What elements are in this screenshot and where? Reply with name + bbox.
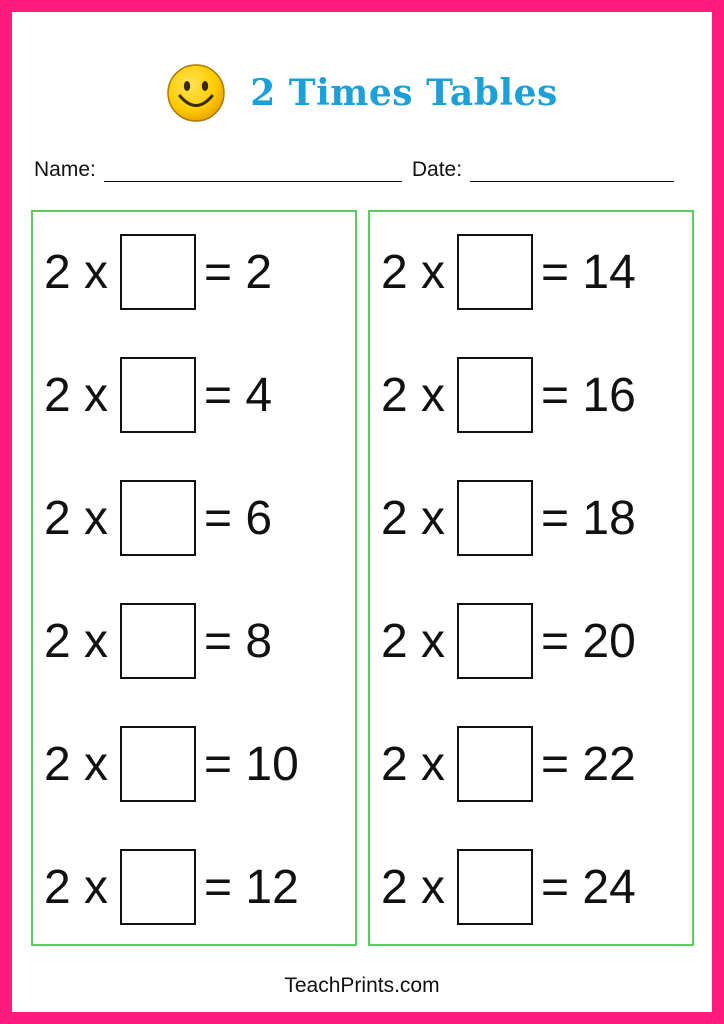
problem-lhs: 2 x (381, 491, 446, 545)
answer-box[interactable] (120, 234, 196, 310)
problem-lhs: 2 x (44, 860, 109, 914)
problem-lhs: 2 x (44, 245, 109, 299)
problem-lhs: 2 x (44, 737, 109, 791)
problem-rhs: = 6 (204, 491, 273, 545)
date-label: Date: (411, 158, 463, 181)
problem-rhs: = 8 (204, 614, 273, 668)
problem-row (44, 601, 272, 681)
problem-rhs: = 16 (541, 368, 636, 422)
problem-row (44, 355, 272, 435)
answer-box[interactable] (457, 849, 533, 925)
answer-box[interactable] (457, 480, 533, 556)
problem-lhs: 2 x (44, 368, 109, 422)
problem-column-left (31, 210, 357, 946)
problem-lhs: 2 x (44, 614, 109, 668)
footer-site-credit: TeachPrints.com (284, 974, 440, 997)
problem-row (381, 601, 636, 681)
answer-box[interactable] (457, 234, 533, 310)
problem-lhs: 2 x (381, 737, 446, 791)
problem-row (44, 232, 272, 312)
name-write-line[interactable] (104, 159, 402, 182)
answer-box[interactable] (120, 357, 196, 433)
problem-rhs: = 2 (204, 245, 273, 299)
problem-rhs: = 4 (204, 368, 273, 422)
problem-rhs: = 20 (541, 614, 636, 668)
problem-row (381, 355, 636, 435)
answer-box[interactable] (120, 480, 196, 556)
problem-lhs: 2 x (381, 860, 446, 914)
answer-box[interactable] (120, 603, 196, 679)
problem-lhs: 2 x (44, 491, 109, 545)
problem-rhs: = 10 (204, 737, 299, 791)
problem-row (44, 478, 272, 558)
problem-row (44, 724, 299, 804)
problem-rhs: = 24 (541, 860, 636, 914)
problem-row (381, 478, 636, 558)
problem-rhs: = 14 (541, 245, 636, 299)
answer-box[interactable] (457, 726, 533, 802)
worksheet-title: 2 Times Tables (250, 72, 558, 114)
smiley-face-icon (166, 63, 226, 123)
problem-rhs: = 12 (204, 860, 299, 914)
problem-row (381, 232, 636, 312)
worksheet-header (12, 58, 712, 128)
name-date-fields (34, 158, 690, 182)
problem-row (381, 724, 636, 804)
problem-lhs: 2 x (381, 368, 446, 422)
problem-rhs: = 18 (541, 491, 636, 545)
answer-box[interactable] (120, 849, 196, 925)
answer-box[interactable] (457, 357, 533, 433)
answer-box[interactable] (120, 726, 196, 802)
problem-lhs: 2 x (381, 614, 446, 668)
problem-rhs: = 22 (541, 737, 636, 791)
date-write-line[interactable] (470, 159, 674, 182)
problem-lhs: 2 x (381, 245, 446, 299)
problem-row (381, 847, 636, 927)
answer-box[interactable] (457, 603, 533, 679)
problem-row (44, 847, 299, 927)
problem-column-right (368, 210, 694, 946)
name-label: Name: (34, 158, 96, 181)
